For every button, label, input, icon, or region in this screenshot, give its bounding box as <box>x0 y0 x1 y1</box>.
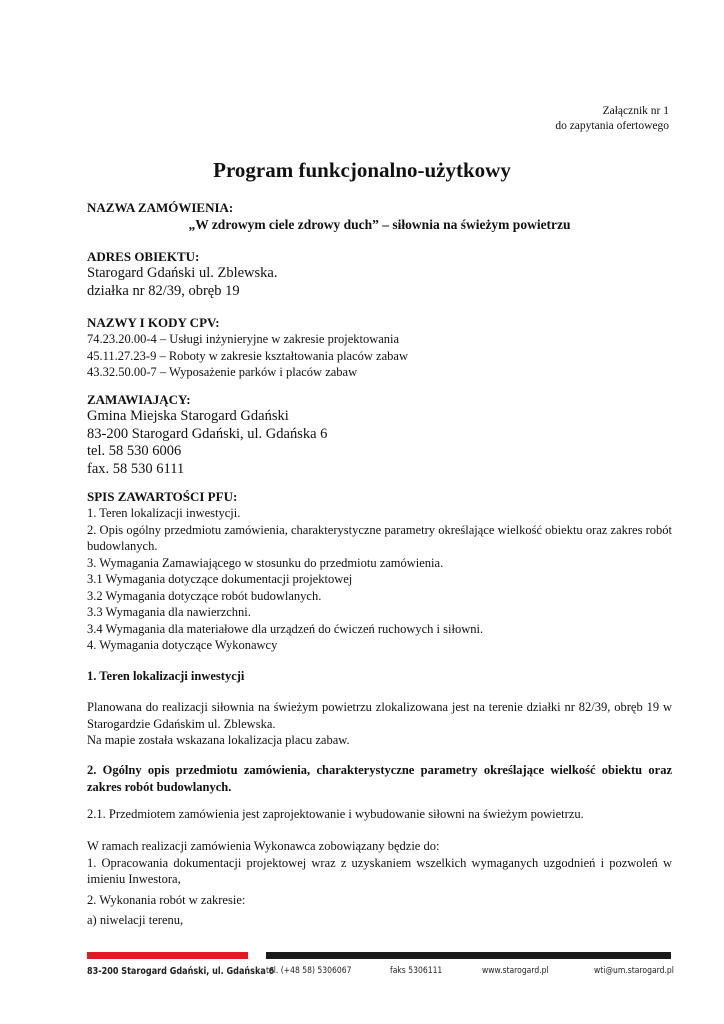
annex-line-1: Załącznik nr 1 <box>602 105 669 117</box>
client-line-1: Gmina Miejska Starogard Gdański <box>87 408 289 424</box>
address-line-1: Starogard Gdański ul. Zblewska. <box>87 265 278 281</box>
section-1-paragraph: Planowana do realizacji siłownia na świeżym powietrzu zlokalizowana jest na terenie działki nr 82/39, obręb 19 w Starogardzie Gdańskim ul. Zblewska. <box>87 700 672 731</box>
cpv-item: 45.11.27.23-9 – Roboty w zakresie kształtowania placów zabaw <box>87 348 408 363</box>
client-line-4: fax. 58 530 6111 <box>87 460 185 477</box>
address-line-2: działka nr 82/39, obręb 19 <box>87 282 240 299</box>
section-2-body <box>87 806 672 823</box>
section-2-list-item: 1. Opracowania dokumentacji projektowej wraz z uzyskaniem wszelkich wymaganych uzgodnień i pozwoleń w imieniu Inwestora, <box>87 855 672 886</box>
footer-email[interactable]: wti@um.starogard.pl <box>594 966 674 976</box>
footer-address: 83-200 Starogard Gdański, ul. Gdańska 6 <box>87 966 275 977</box>
section-1-body <box>87 699 672 749</box>
section-2-paragraph: 2.1. Przedmiotem zamówienia jest zaprojektowanie i wybudowanie siłowni na świeżym powietrzu. <box>87 807 584 821</box>
contents-item: 3.1 Wymagania dotyczące dokumentacji projektowej <box>87 572 353 586</box>
footer-red-bar <box>87 952 248 959</box>
footer-phone: tel. (+48 58) 5306067 <box>266 966 352 976</box>
contents-item: 3.4 Wymagania dla materiałowe dla urządzeń do ćwiczeń ruchowych i siłowni. <box>87 621 484 636</box>
annex-line-2: do zapytania ofertowego <box>555 120 669 132</box>
section-2 <box>87 762 672 795</box>
section-2-list-item: a) niwelacji terenu, <box>87 913 184 927</box>
section-1-heading: 1. Teren lokalizacji inwestycji <box>87 669 245 683</box>
contents-item: 3.3 Wymagania dla nawierzchni. <box>87 605 251 619</box>
contents-section <box>87 488 672 654</box>
contents-item: 2. Opis ogólny przedmiotu zamówienia, charakterystyczne parametry określające wielkość obiektu oraz zakres robót budowlanych. <box>87 522 672 553</box>
footer-black-bar <box>266 952 671 959</box>
order-name: „W zdrowym ciele zdrowy duch” – siłownia na świeżym powietrzu <box>188 217 571 232</box>
cpv-section <box>87 314 672 381</box>
footer-website[interactable]: www.starogard.pl <box>482 966 549 976</box>
contents-item: 3.2 Wymagania dotyczące robót budowlanych. <box>87 588 322 603</box>
client-section <box>87 391 672 478</box>
order-section <box>87 199 672 233</box>
section-2-paragraph: W ramach realizacji zamówienia Wykonawca zobowiązany będzie do: <box>87 839 440 853</box>
section-1 <box>87 668 672 685</box>
cpv-item: 43.32.50.00-7 – Wyposażenie parków i placów zabaw <box>87 365 358 379</box>
contents-heading: SPIS ZAWARTOŚCI PFU: <box>87 489 238 504</box>
client-line-2: 83-200 Starogard Gdański, ul. Gdańska 6 <box>87 425 328 442</box>
contents-item: 4. Wymagania dotyczące Wykonawcy <box>87 638 278 652</box>
client-line-3: tel. 58 530 6006 <box>87 443 182 459</box>
contents-item: 1. Teren lokalizacji inwestycji. <box>87 506 241 520</box>
section-2-heading: 2. Ogólny opis przedmiotu zamówienia, charakterystyczne parametry określające wielkość obiektu oraz zakres robót budowlanych. <box>87 763 672 794</box>
order-heading: NAZWA ZAMÓWIENIA: <box>87 200 234 215</box>
cpv-item: 74.23.20.00-4 – Usługi inżynieryjne w zakresie projektowania <box>87 332 400 346</box>
section-2-list <box>87 838 672 929</box>
document-title: Program funkcjonalno-użytkowy <box>213 158 511 182</box>
footer-fax: faks 5306111 <box>390 966 443 976</box>
contents-item: 3. Wymagania Zamawiającego w stosunku do przedmiotu zamówienia. <box>87 555 444 570</box>
section-1-paragraph: Na mapie została wskazana lokalizacja placu zabaw. <box>87 733 350 747</box>
client-heading: ZAMAWIAJĄCY: <box>87 392 191 407</box>
section-2-list-item: 2. Wykonania robót w zakresie: <box>87 892 246 907</box>
annex-note <box>555 104 669 134</box>
cpv-heading: NAZWY I KODY CPV: <box>87 315 220 330</box>
address-section <box>87 248 672 300</box>
address-heading: ADRES OBIEKTU: <box>87 249 200 264</box>
